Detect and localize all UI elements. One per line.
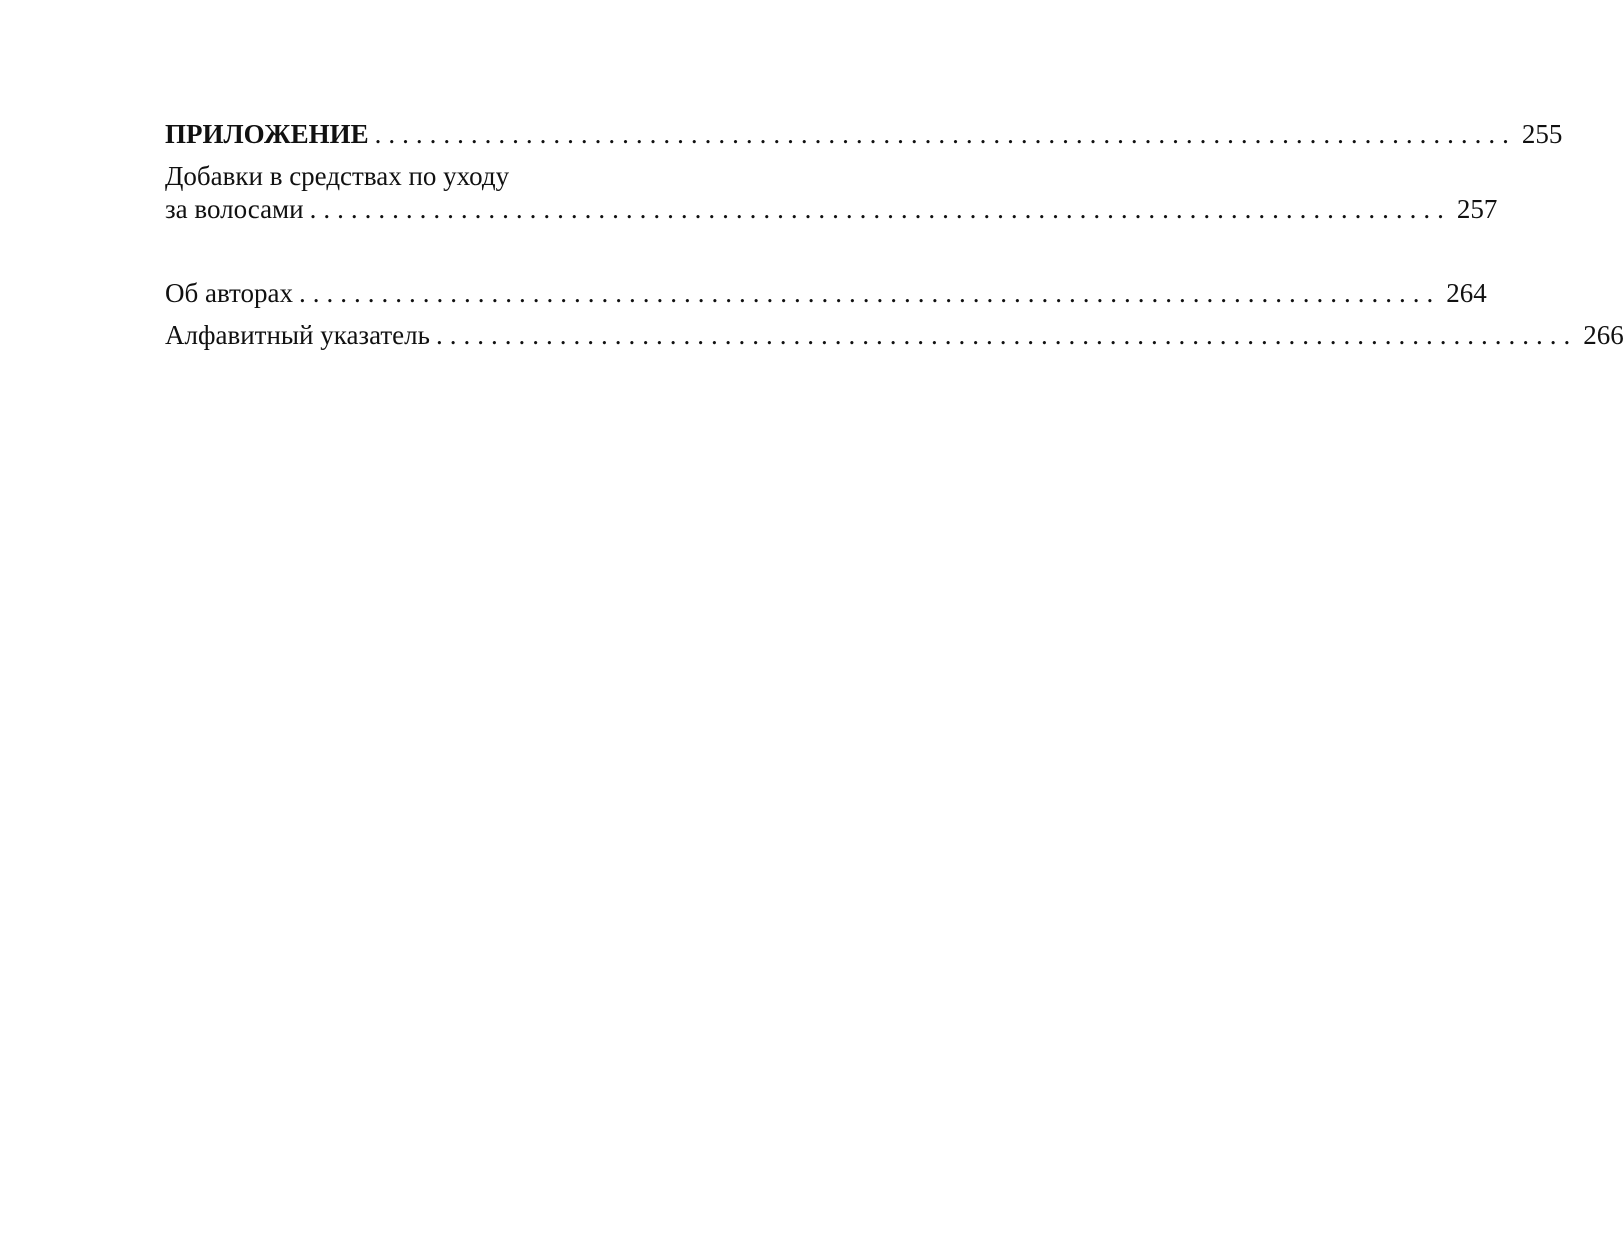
toc-entry-about-authors[interactable] bbox=[165, 277, 1487, 310]
dot-leader: ................................................................................... bbox=[298, 278, 1441, 308]
toc-entry-alphabetical-index[interactable] bbox=[165, 319, 1624, 352]
dot-leader: ................................................................................... bbox=[435, 320, 1578, 350]
toc-entry-page: 264 bbox=[1446, 278, 1487, 308]
toc-entry-title: ПРИЛОЖЕНИЕ bbox=[165, 119, 369, 149]
toc-entry-title-line1: Добавки в средствах по уходу bbox=[165, 161, 510, 191]
dot-leader: ................................................................................... bbox=[374, 119, 1516, 149]
toc-entry-title: Об авторах bbox=[165, 278, 293, 308]
toc-entry-page: 266 bbox=[1583, 320, 1624, 350]
toc-entry-title-line2: за волосами bbox=[165, 194, 304, 224]
table-of-contents bbox=[165, 118, 1624, 352]
toc-entry-appendix[interactable] bbox=[165, 118, 1563, 151]
toc-entry-page: 257 bbox=[1456, 194, 1498, 224]
toc-entry-hair-additives[interactable] bbox=[165, 160, 1498, 226]
toc-entry-page: 255 bbox=[1521, 119, 1563, 149]
toc-entry-title: Алфавитный указатель bbox=[165, 320, 430, 350]
dot-leader: ................................................................................... bbox=[309, 194, 1451, 224]
